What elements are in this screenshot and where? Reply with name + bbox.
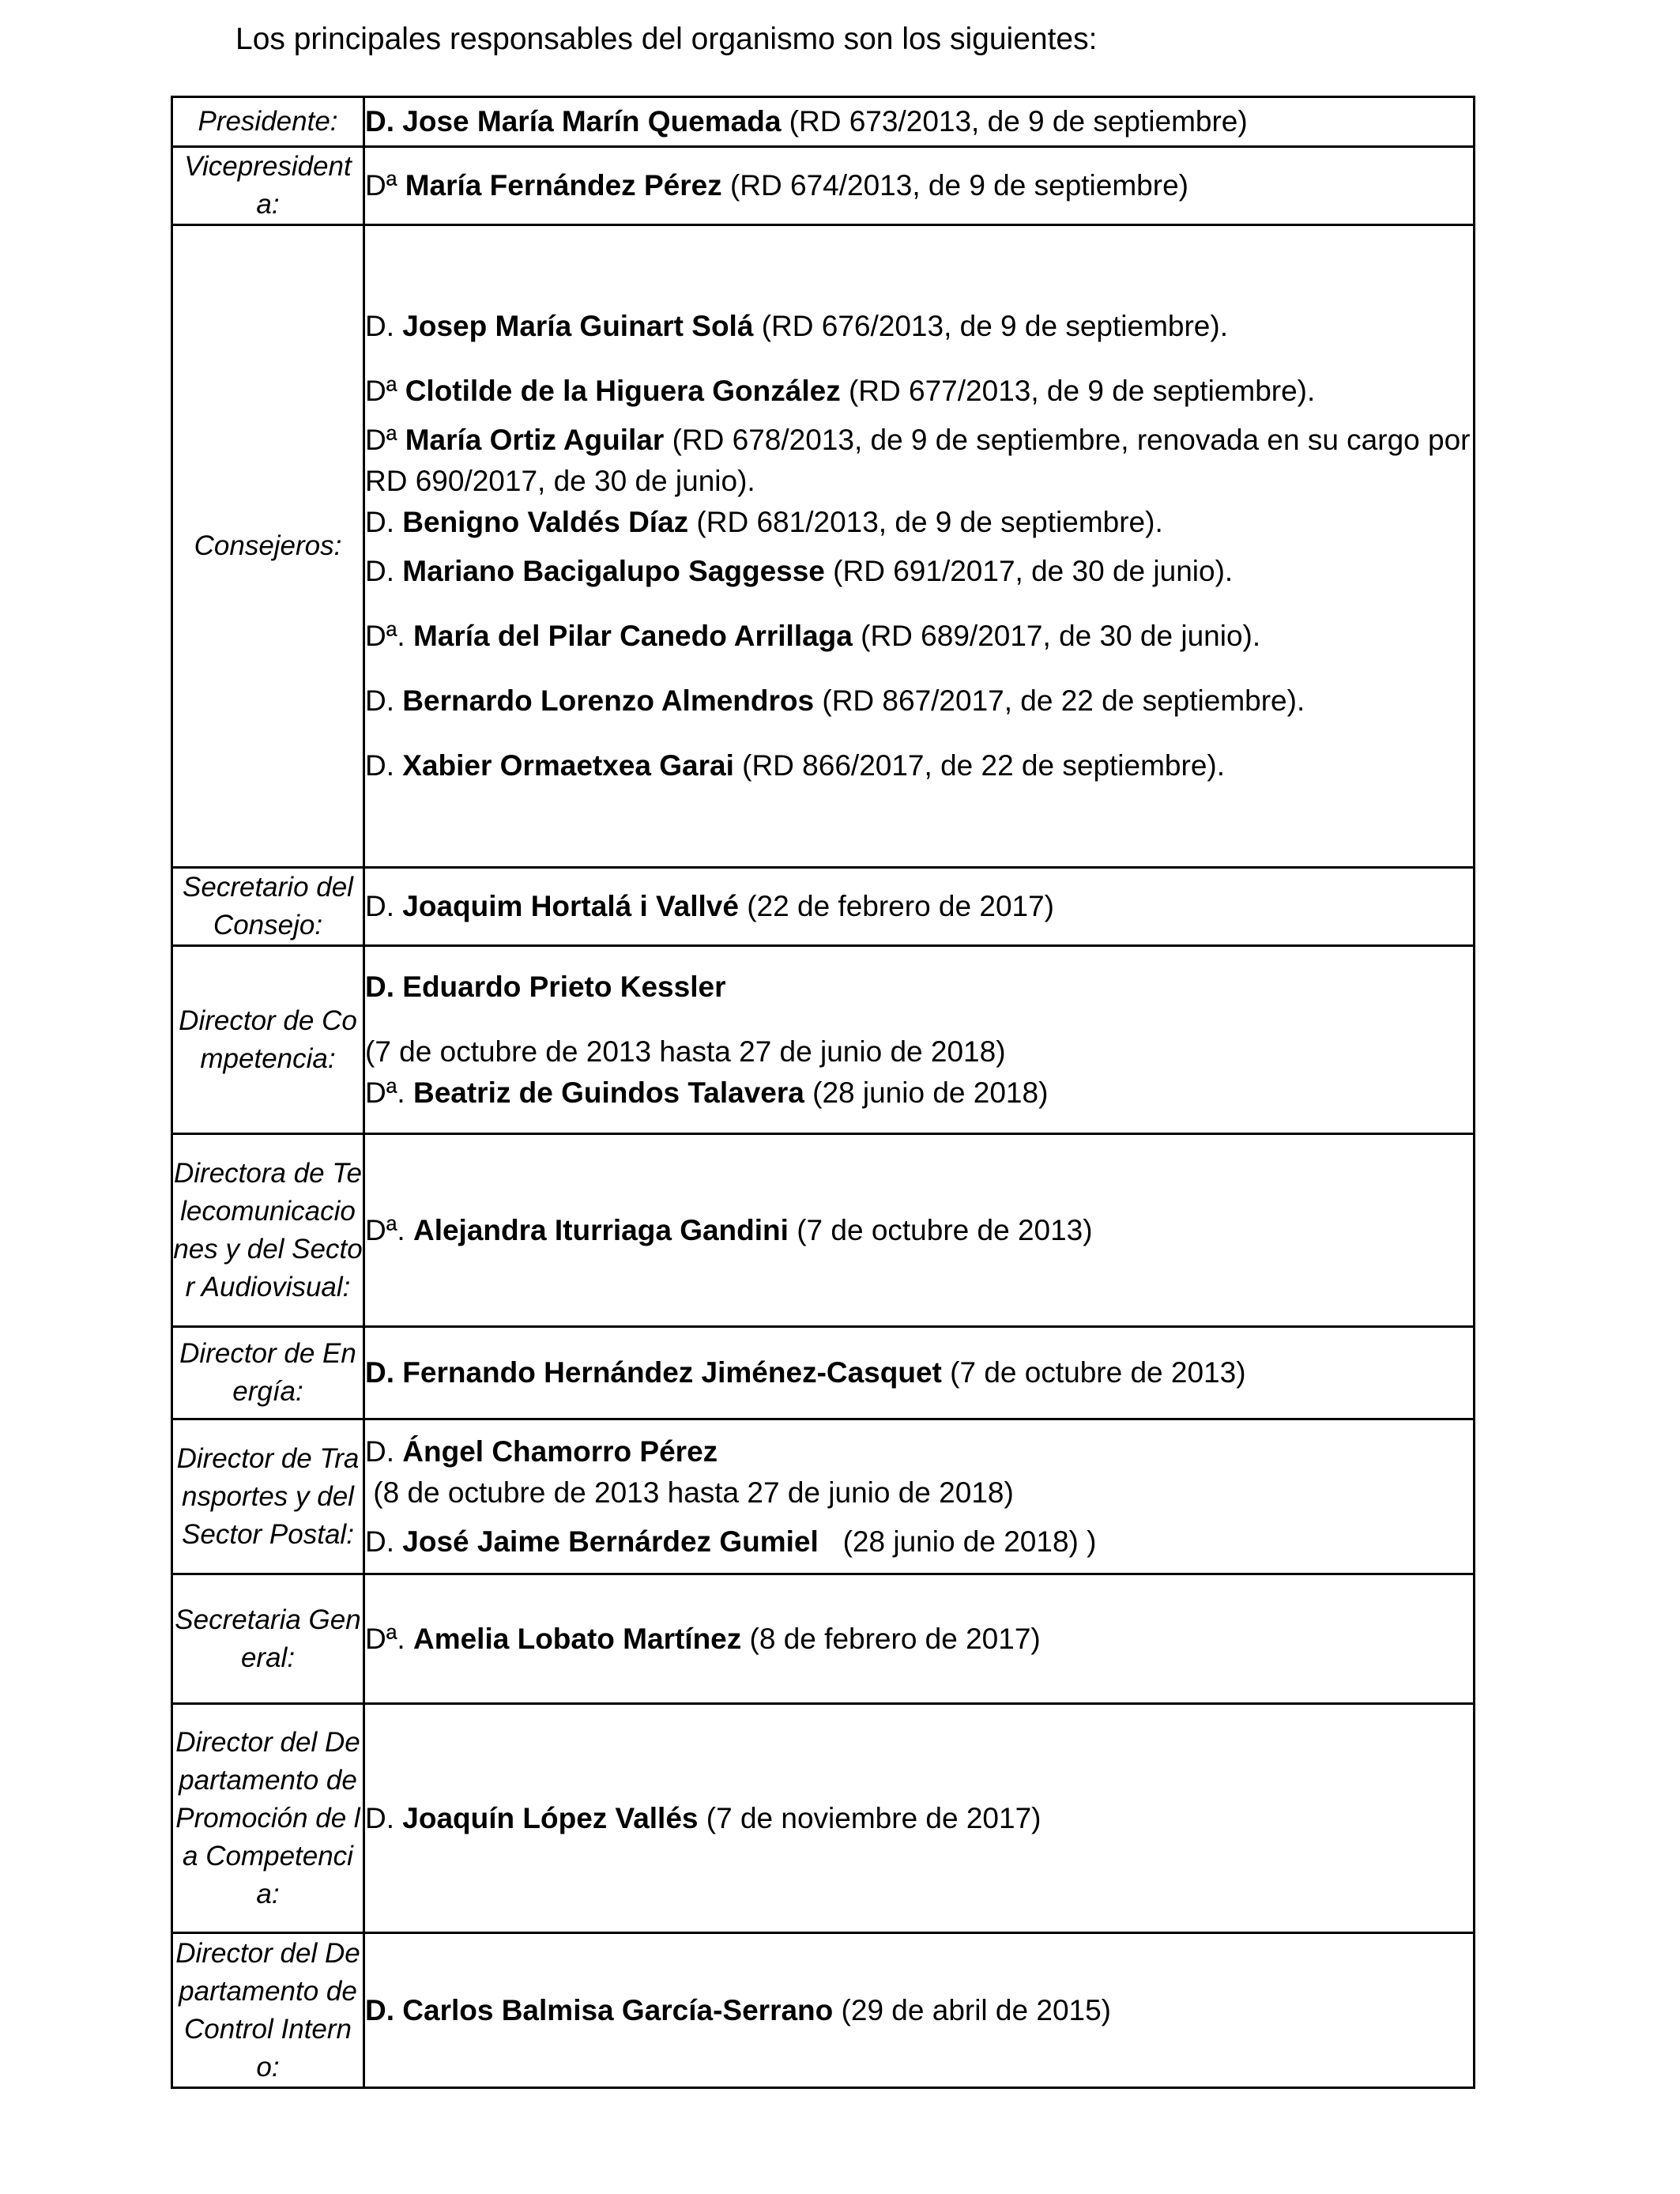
role-label-telecom: Directora de Telecomunicaciones y del Sector Audiovisual: bbox=[172, 1134, 364, 1327]
consejero-entry: D. Xabier Ormaetxea Garai (RD 866/2017, de 22 de septiembre). bbox=[365, 749, 1226, 782]
role-label-promocion: Director del Departamento de Promoción de la Competencia: bbox=[172, 1704, 364, 1933]
official-name: Ángel Chamorro Pérez bbox=[402, 1434, 718, 1468]
official-appointment: (8 de febrero de 2017) bbox=[741, 1622, 1041, 1655]
table-row-secretario bbox=[172, 868, 1475, 946]
official-name: Joaquín López Vallés bbox=[402, 1801, 699, 1834]
role-label-control: Director del Departamento de Control Interno: bbox=[172, 1933, 364, 2088]
officials-table bbox=[171, 96, 1475, 2089]
official-appointment: (7 de octubre de 2013) bbox=[941, 1356, 1246, 1389]
role-label-secretario: Secretario del Consejo: bbox=[172, 868, 364, 946]
official-appointment: (29 de abril de 2015) bbox=[833, 1993, 1112, 2026]
table-row-promocion bbox=[172, 1704, 1475, 1933]
official-name: D. Carlos Balmisa García-Serrano bbox=[365, 1993, 834, 2026]
table-row-transportes bbox=[172, 1419, 1475, 1574]
table-row-telecom bbox=[172, 1134, 1475, 1327]
official-name: Amelia Lobato Martínez bbox=[412, 1622, 742, 1655]
official-name: José Jaime Bernárdez Gumiel bbox=[402, 1525, 819, 1558]
table-row-secretaria-general bbox=[172, 1574, 1475, 1704]
consejero-entry: D. Bernardo Lorenzo Almendros (RD 867/2017, de 22 de septiembre). bbox=[365, 684, 1305, 717]
official-energia bbox=[364, 1327, 1475, 1419]
officials-competencia: D. Eduardo Prieto Kessler (7 de octubre de 2013 hasta 27 de junio de 2018) Dª. Beatriz de Guindos Talavera (28 junio de 2018) bbox=[364, 946, 1475, 1134]
official-appointment: (RD 673/2013, de 9 de septiembre) bbox=[781, 105, 1248, 138]
official-name: D. Jose María Marín Quemada bbox=[365, 105, 782, 138]
officials-transportes: D. Ángel Chamorro Pérez (8 de octubre de 2013 hasta 27 de junio de 2018) D. José Jaime Bernárdez Gumiel (28 junio de 2018) ) bbox=[364, 1419, 1475, 1574]
official-appointment: (22 de febrero de 2017) bbox=[738, 890, 1055, 922]
consejero-entry: Dª Clotilde de la Higuera González (RD 677/2013, de 9 de septiembre). bbox=[365, 375, 1316, 407]
official-telecom: Dª. Alejandra Iturriaga Gandini (7 de octubre de 2013) bbox=[364, 1134, 1475, 1327]
official-vicepresidenta: Dª María Fernández Pérez (RD 674/2013, de 9 de septiembre) bbox=[364, 147, 1475, 225]
table-row-consejeros bbox=[172, 225, 1475, 868]
consejero-entry: D. Josep María Guinart Solá (RD 676/2013, de 9 de septiembre). bbox=[365, 310, 1228, 342]
consejero-entry: Dª María Ortiz Aguilar (RD 678/2013, de 9 de septiembre, renovada en su cargo por RD 690/2017, de 30 de junio). bbox=[365, 424, 1471, 497]
official-name: D. Fernando Hernández Jiménez-Casquet bbox=[365, 1356, 942, 1389]
role-label-energia: Director de Energía: bbox=[172, 1327, 364, 1419]
official-period: (8 de octubre de 2013 hasta 27 de junio de 2018) bbox=[365, 1476, 1014, 1509]
official-appointment: (7 de octubre de 2013) bbox=[788, 1213, 1093, 1246]
role-label-presidente: Presidente: bbox=[172, 97, 364, 147]
role-label-secretaria-general: Secretaria General: bbox=[172, 1574, 364, 1704]
official-promocion: D. Joaquín López Vallés (7 de noviembre de 2017) bbox=[364, 1704, 1475, 1933]
role-label-competencia: Director de Competencia: bbox=[172, 946, 364, 1134]
official-control bbox=[364, 1933, 1475, 2088]
official-name: Alejandra Iturriaga Gandini bbox=[412, 1213, 789, 1246]
table-row-energia bbox=[172, 1327, 1475, 1419]
role-label-transportes: Director de Transportes y del Sector Postal: bbox=[172, 1419, 364, 1574]
official-appointment: (7 de noviembre de 2017) bbox=[698, 1801, 1042, 1834]
official-name: Beatriz de Guindos Talavera bbox=[412, 1076, 804, 1109]
official-appointment: (RD 674/2013, de 9 de septiembre) bbox=[721, 169, 1188, 202]
table-row-competencia bbox=[172, 946, 1475, 1134]
table-row-vicepresidenta bbox=[172, 147, 1475, 225]
table-row-presidente bbox=[172, 97, 1475, 147]
role-label-consejeros: Consejeros: bbox=[172, 225, 364, 868]
officials-consejeros bbox=[364, 225, 1475, 868]
consejero-entry: Dª. María del Pilar Canedo Arrillaga (RD 689/2017, de 30 de junio). bbox=[365, 620, 1261, 652]
official-name: D. Eduardo Prieto Kessler bbox=[365, 970, 726, 1003]
official-name: María Fernández Pérez bbox=[405, 169, 722, 202]
consejero-entry: D. Benigno Valdés Díaz (RD 681/2013, de 9 de septiembre). bbox=[365, 506, 1163, 538]
table-row-control bbox=[172, 1933, 1475, 2088]
official-name: Joaquim Hortalá i Vallvé bbox=[402, 890, 739, 922]
official-presidente bbox=[364, 97, 1475, 147]
official-secretaria-general: Dª. Amelia Lobato Martínez (8 de febrero de 2017) bbox=[364, 1574, 1475, 1704]
official-secretario: D. Joaquim Hortalá i Vallvé (22 de febrero de 2017) bbox=[364, 868, 1475, 946]
intro-text: Los principales responsables del organismo son los siguientes: bbox=[235, 22, 1098, 56]
consejero-entry: D. Mariano Bacigalupo Saggesse (RD 691/2017, de 30 de junio). bbox=[365, 555, 1234, 587]
role-label-vicepresidenta: Vicepresidenta: bbox=[172, 147, 364, 225]
official-period: (7 de octubre de 2013 hasta 27 de junio de 2018) bbox=[365, 1035, 1006, 1068]
